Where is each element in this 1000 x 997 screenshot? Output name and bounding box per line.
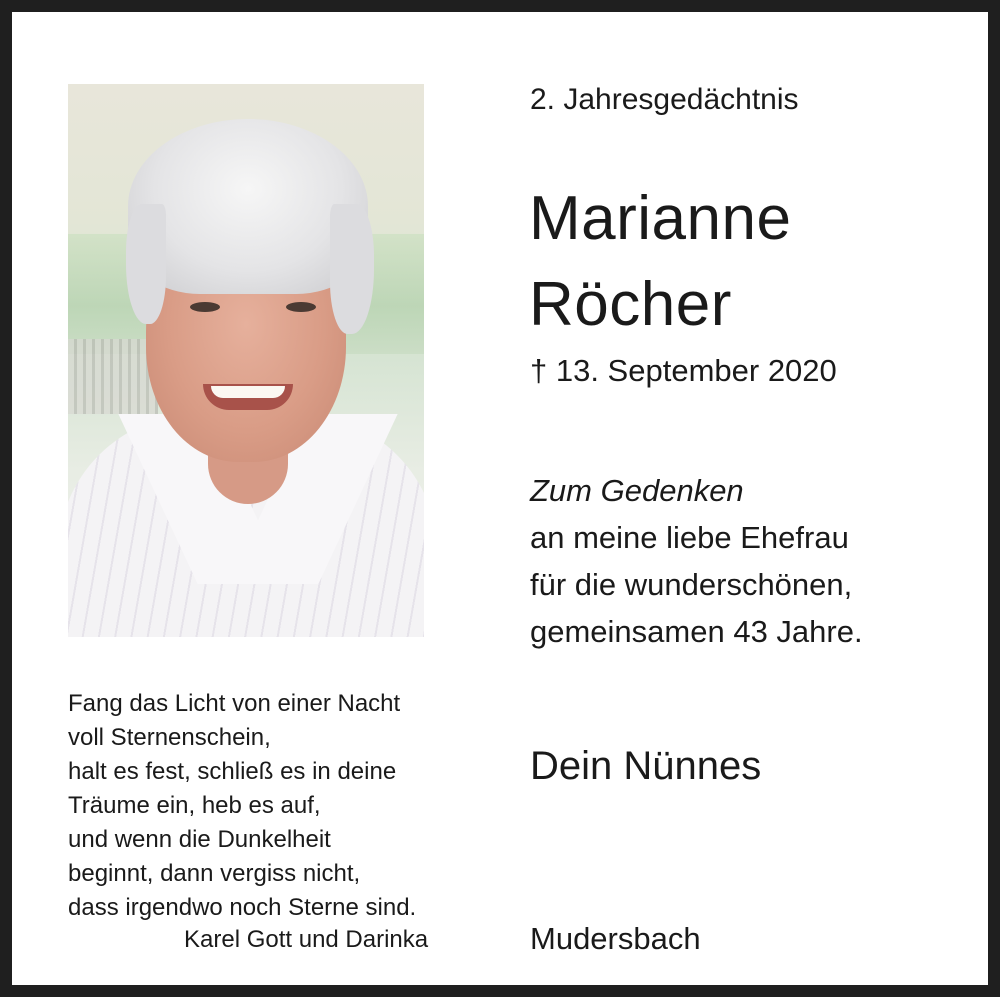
poem-line: voll Sternenschein, (68, 724, 271, 751)
place-name: Mudersbach (530, 921, 701, 956)
poem-line: Träume ein, heb es auf, (68, 792, 321, 819)
last-name: Röcher (529, 270, 732, 339)
poem-line: dass irgendwo noch Sterne sind. (68, 894, 417, 921)
poem-line: und wenn die Dunkelheit (68, 826, 331, 853)
anniversary-heading: 2. Jahresgedächtnis (530, 83, 799, 116)
signature: Dein Nünnes (530, 744, 762, 788)
dedication-line: für die wunderschönen, (530, 567, 853, 602)
photo-hair-left (126, 204, 166, 324)
dedication-line: gemeinsamen 43 Jahre. (530, 614, 863, 649)
deceased-name (529, 176, 791, 348)
poem-line: halt es fest, schließ es in deine (68, 758, 397, 785)
poem-line: Fang das Licht von einer Nacht (68, 690, 401, 717)
dedication-text (530, 467, 863, 655)
poem-author: Karel Gott und Darinka (184, 926, 429, 953)
dedication-line: an meine liebe Ehefrau (530, 520, 849, 555)
photo-eye-right (286, 302, 316, 312)
portrait-photo (68, 84, 424, 637)
first-name: Marianne (529, 184, 792, 253)
photo-hair-right (330, 204, 374, 334)
poem-line: beginnt, dann vergiss nicht, (68, 860, 361, 887)
dedication-line: Zum Gedenken (530, 473, 744, 508)
death-date: † 13. September 2020 (530, 353, 837, 388)
photo-teeth (211, 386, 285, 398)
photo-eye-left (190, 302, 220, 312)
photo-background-pattern (68, 339, 158, 414)
poem (68, 687, 416, 925)
